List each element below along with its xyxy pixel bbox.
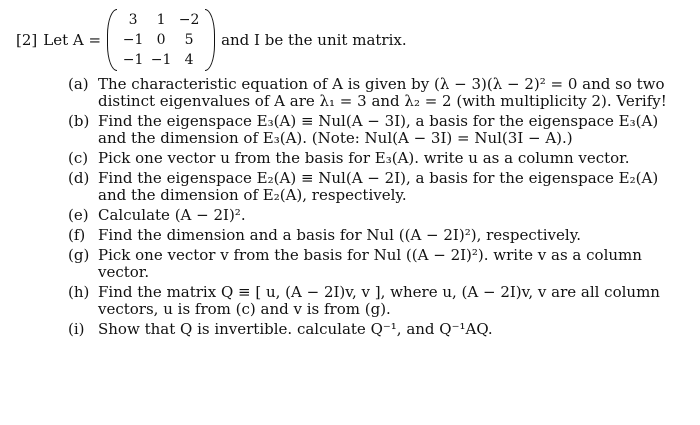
list-item [68,207,688,224]
item-label: (i) [68,320,85,338]
problem-number: [2] [16,31,38,49]
matrix-cell: 3 [128,12,138,28]
problem-items [68,76,688,341]
item-label: (e) [68,206,89,224]
list-item [68,284,688,318]
matrix-cell: 5 [184,32,194,48]
item-text: Pick one vector u from the basis for E₃(A). write u as a column vector. [98,149,630,167]
item-label: (c) [68,149,89,167]
item-label: (d) [68,169,90,187]
list-item [68,321,688,338]
item-label: (h) [68,283,90,301]
list-item [68,150,688,167]
item-text: Find the eigenspace E₃(A) ≡ Nul(A − 3I), a basis for the eigenspace E₃(A) and the dimension of E₃(A). (Note: Nul(A − 3I) = Nul(3I − A).) [98,112,659,147]
header-after-text: and I be the unit matrix. [221,31,407,49]
item-label: (f) [68,226,86,244]
list-item [68,170,688,204]
list-item [68,227,688,244]
item-text: Find the dimension and a basis for Nul ((A − 2I)²), respectively. [98,226,581,244]
item-text: Pick one vector v from the basis for Nul ((A − 2I)²). write v as a column vector. [98,246,642,281]
item-text: The characteristic equation of A is given by (λ − 3)(λ − 2)² = 0 and so two distinct eigenvalues of A are λ₁ = 3 and λ₂ = 2 (with multiplicity 2). Verify! [98,75,667,110]
list-item [68,247,688,281]
matrix-cell: −1 [150,52,172,68]
matrix-cell: −2 [178,12,200,28]
list-item [68,76,688,110]
let-text: Let A = [43,31,102,49]
list-item [68,113,688,147]
matrix-cell: −1 [122,32,144,48]
matrix-cell: 4 [184,52,194,68]
problem-header [16,8,407,72]
left-paren [107,9,117,71]
item-text: Find the matrix Q ≡ [ u, (A − 2I)v, v ], where u, (A − 2I)v, v are all column vectors, u is from (c) and v is from (g). [98,283,660,318]
right-paren [205,9,215,71]
matrix-grid [117,9,205,71]
item-text: Show that Q is invertible. calculate Q⁻¹, and Q⁻¹AQ. [98,320,493,338]
item-label: (b) [68,112,90,130]
matrix-cell: 0 [156,32,166,48]
item-text: Calculate (A − 2I)². [98,206,246,224]
item-text: Find the eigenspace E₂(A) ≡ Nul(A − 2I), a basis for the eigenspace E₂(A) and the dimension of E₂(A), respectively. [98,169,659,204]
matrix-cell: 1 [156,12,166,28]
item-label: (g) [68,246,90,264]
matrix-cell: −1 [122,52,144,68]
item-label: (a) [68,75,89,93]
matrix-a [107,9,215,71]
